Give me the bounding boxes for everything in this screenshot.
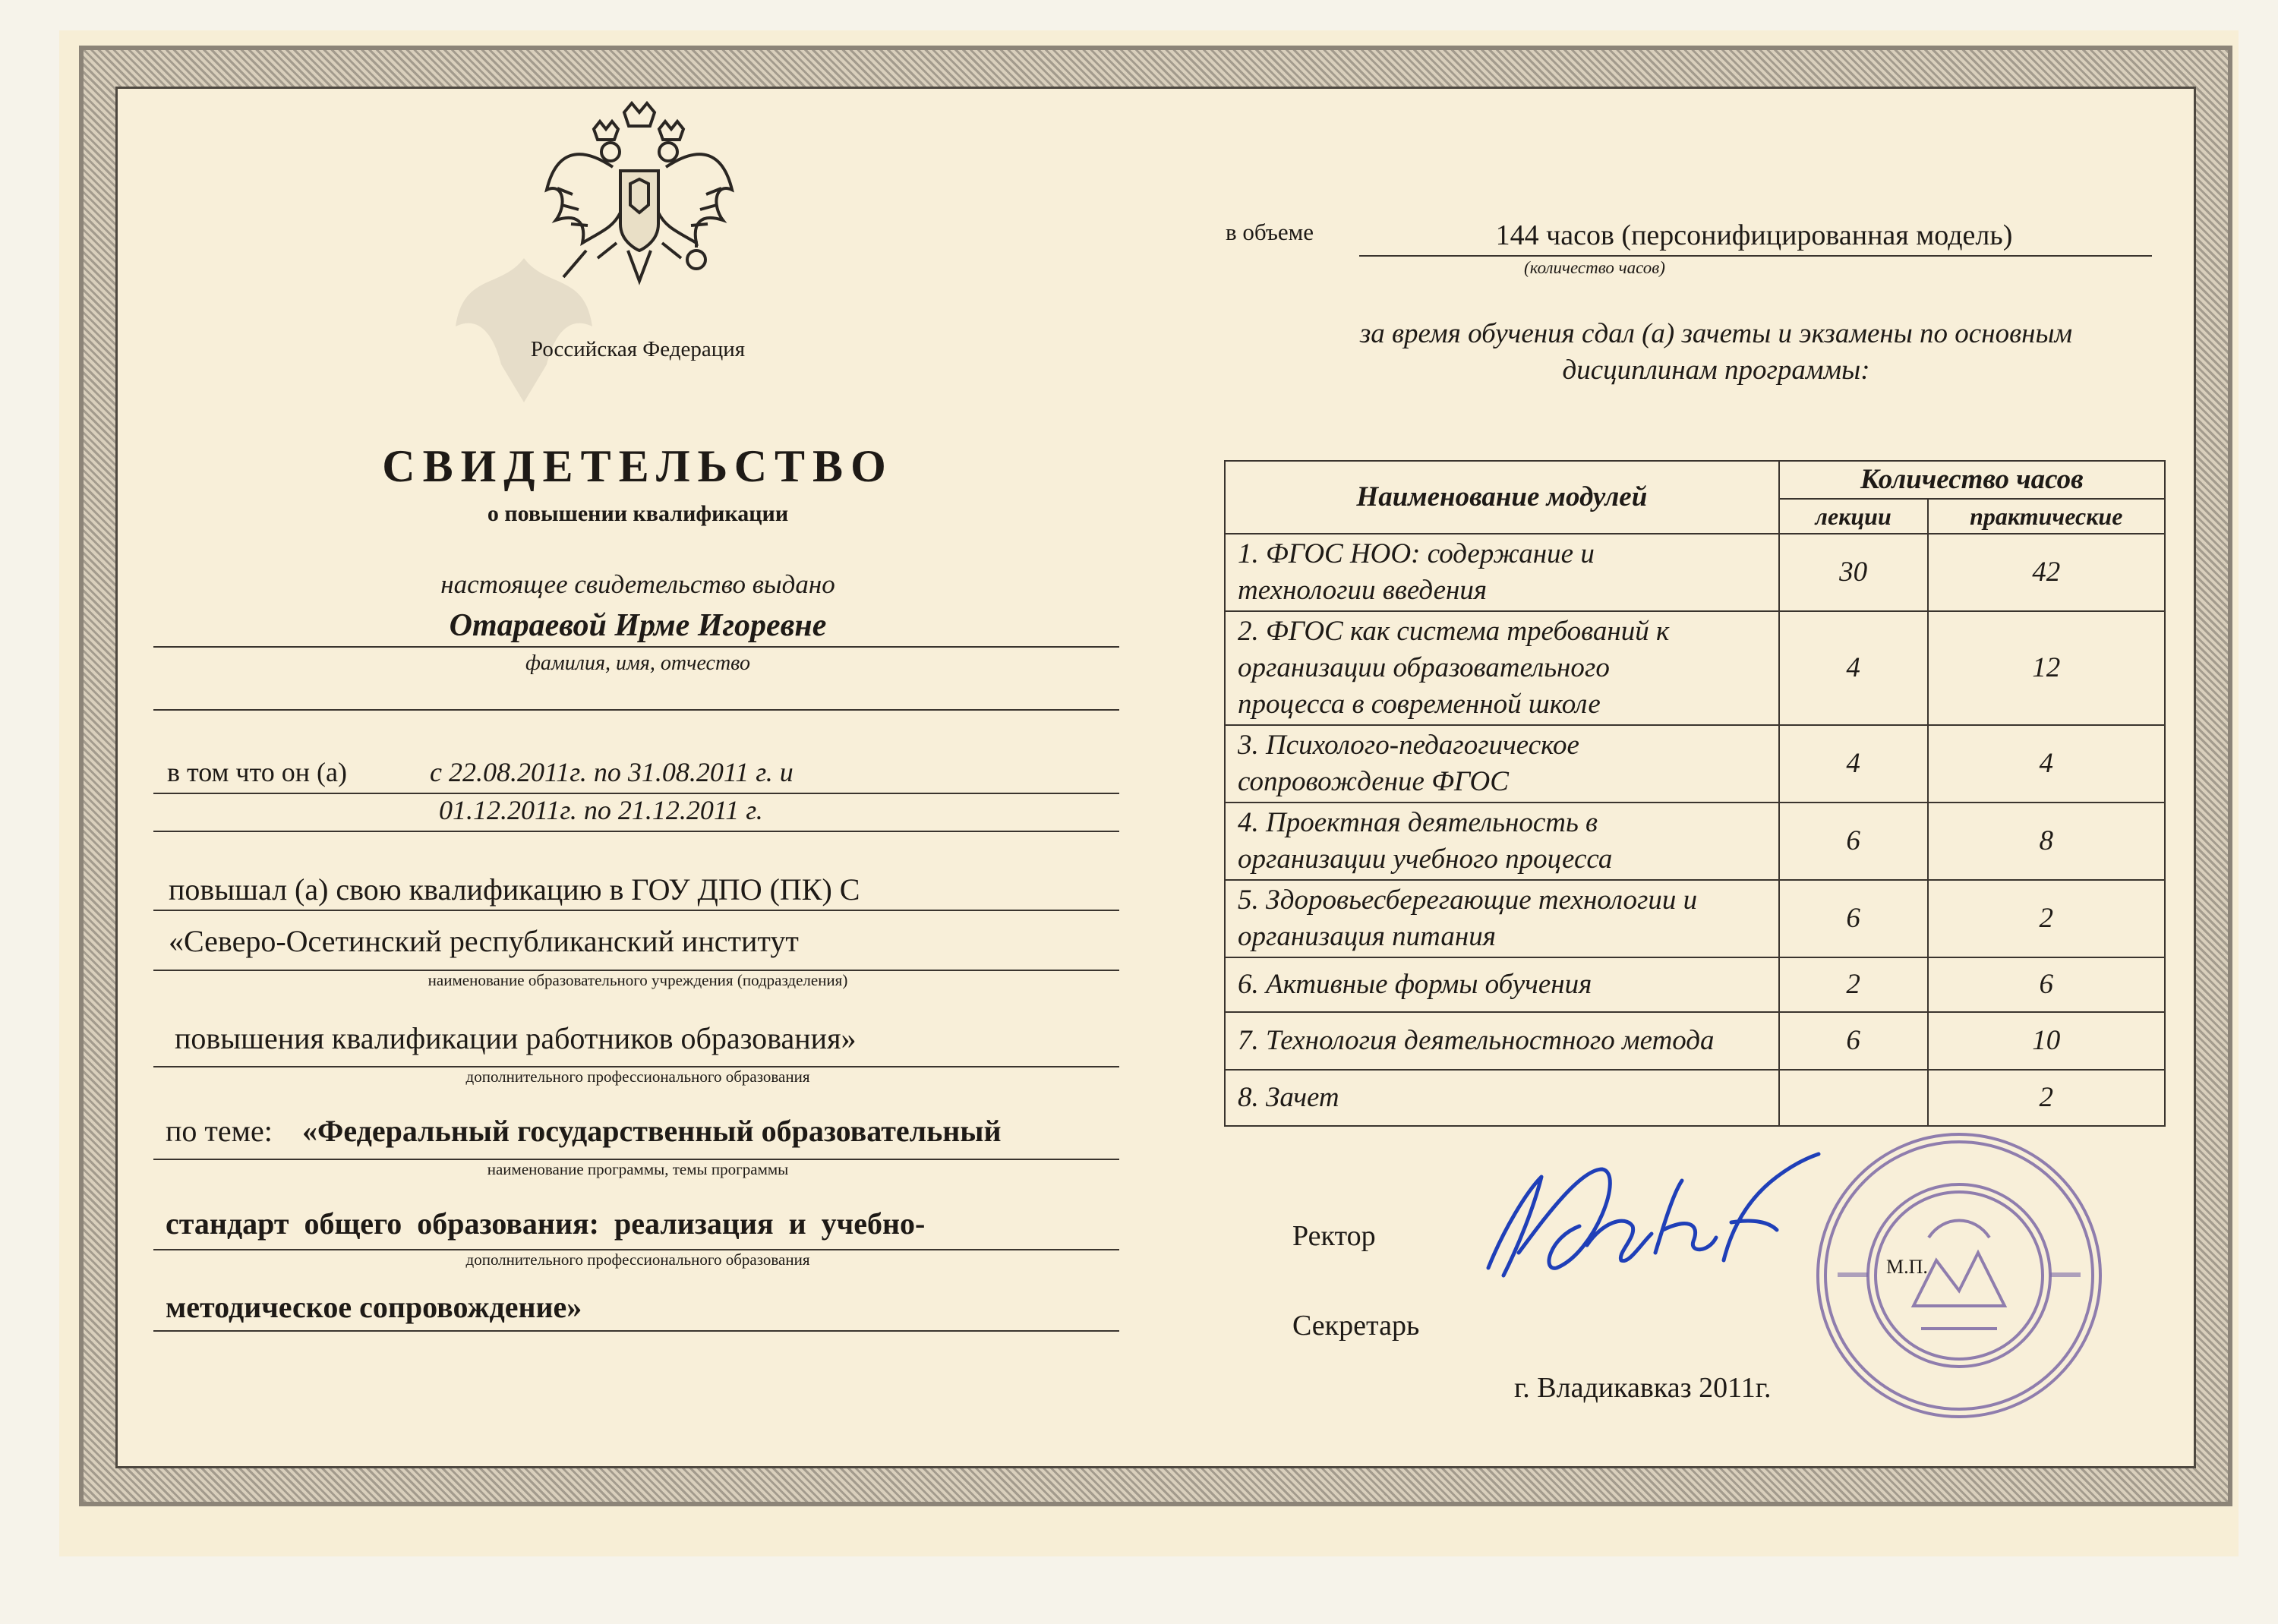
secretary-label: Секретарь <box>1292 1310 1420 1342</box>
blank-line <box>153 709 1119 711</box>
module-name: 7. Технология деятельностного метода <box>1225 1012 1779 1070</box>
module-name: 4. Проектная деятельность в организации учебного процесса <box>1225 803 1779 880</box>
institution-line-2: «Северо-Осетинский республиканский институт <box>169 924 799 958</box>
program-line-3: методическое сопровождение» <box>166 1290 582 1324</box>
practice-cell: 2 <box>1928 880 2165 957</box>
document-subtitle: о повышении квалификации <box>487 501 789 526</box>
header-hours: Количество часов <box>1779 461 2165 499</box>
header-practice: практические <box>1928 499 2165 534</box>
period-line-2: 01.12.2011г. по 21.12.2011 г. <box>439 795 763 825</box>
holder-name-line <box>153 646 1119 648</box>
program-label: по теме: <box>166 1114 273 1148</box>
program-hint-1: наименование программы, темы программы <box>487 1160 789 1178</box>
period-line-1: с 22.08.2011г. по 31.08.2011 г. и <box>430 757 794 787</box>
table-row <box>1225 611 2165 725</box>
module-name: 3. Психолого-педагогическое сопровождение ФГОС <box>1225 725 1779 803</box>
module-name: 8. Зачет <box>1225 1070 1779 1126</box>
city-year: г. Владикавказ 2011г. <box>1514 1372 1772 1404</box>
lectures-cell: 4 <box>1779 725 1928 803</box>
holder-name: Отараевой Ирме Игоревне <box>449 608 827 643</box>
table-row <box>1225 534 2165 611</box>
lectures-cell <box>1779 1070 1928 1126</box>
practice-cell: 12 <box>1928 611 2165 725</box>
volume-label: в объеме <box>1226 219 1314 245</box>
document-title: СВИДЕТЕЛЬСТВО <box>382 441 894 491</box>
institution-line-1: повышал (а) свою квалификацию в ГОУ ДПО (ПК) С <box>169 872 860 907</box>
module-name: 5. Здоровьесберегающие технологии и организация питания <box>1225 880 1779 957</box>
institution-line-3: повышения квалификации работников образования» <box>175 1021 857 1055</box>
rector-label: Ректор <box>1292 1220 1376 1252</box>
table-row <box>1225 880 2165 957</box>
round-seal-icon <box>1807 1124 2111 1427</box>
table-row <box>1225 1070 2165 1126</box>
stamp-place-label: М.П. <box>1886 1256 1928 1278</box>
volume-value: 144 часов (персонифицированная модель) <box>1495 219 2013 251</box>
lectures-cell: 6 <box>1779 1012 1928 1070</box>
header-lectures: лекции <box>1779 499 1928 534</box>
table-row <box>1225 1012 2165 1070</box>
institution-hint-1: наименование образовательного учреждения (подразделения) <box>428 971 848 989</box>
practice-cell: 4 <box>1928 725 2165 803</box>
module-name: 1. ФГОС НОО: содержание и технологии введения <box>1225 534 1779 611</box>
lectures-cell: 30 <box>1779 534 1928 611</box>
institution-hint-2: дополнительного профессионального образования <box>465 1067 810 1086</box>
program-line-2: стандарт общего образования: реализация и учебно- <box>166 1206 926 1241</box>
institution-line-1-rule <box>153 910 1119 911</box>
double-headed-eagle-icon <box>541 99 738 296</box>
signature-icon <box>1473 1139 1838 1291</box>
exams-note-line-2: дисциплинам программы: <box>1562 355 1870 386</box>
program-hint-2: дополнительного профессионального образования <box>465 1250 810 1269</box>
practice-cell: 10 <box>1928 1012 2165 1070</box>
issued-to-label: настоящее свидетельство выдано <box>440 569 835 599</box>
program-line-3-rule <box>153 1330 1119 1332</box>
table-header-row <box>1225 461 2165 499</box>
exams-note-line-1: за время обучения сдал (а) зачеты и экзамены по основным <box>1359 318 2073 349</box>
lectures-cell: 6 <box>1779 803 1928 880</box>
period-line-2-rule <box>153 831 1119 832</box>
lectures-cell: 6 <box>1779 880 1928 957</box>
country-label: Российская Федерация <box>530 337 746 361</box>
module-name: 2. ФГОС как система требований к организации образовательного процесса в современной школе <box>1225 611 1779 725</box>
modules-table <box>1224 460 2166 1127</box>
period-label: в том что он (а) <box>167 757 347 787</box>
lectures-cell: 4 <box>1779 611 1928 725</box>
lectures-cell: 2 <box>1779 957 1928 1012</box>
module-name: 6. Активные формы обучения <box>1225 957 1779 1012</box>
practice-cell: 42 <box>1928 534 2165 611</box>
holder-name-hint: фамилия, имя, отчество <box>525 651 750 675</box>
table-row <box>1225 957 2165 1012</box>
volume-hint: (количество часов) <box>1524 258 1665 277</box>
practice-cell: 8 <box>1928 803 2165 880</box>
header-module-name: Наименование модулей <box>1225 461 1779 534</box>
volume-value-rule <box>1359 255 2152 257</box>
table-row <box>1225 725 2165 803</box>
practice-cell: 6 <box>1928 957 2165 1012</box>
practice-cell: 2 <box>1928 1070 2165 1126</box>
program-line-1: «Федеральный государственный образовательный <box>302 1114 1002 1148</box>
table-row <box>1225 803 2165 880</box>
